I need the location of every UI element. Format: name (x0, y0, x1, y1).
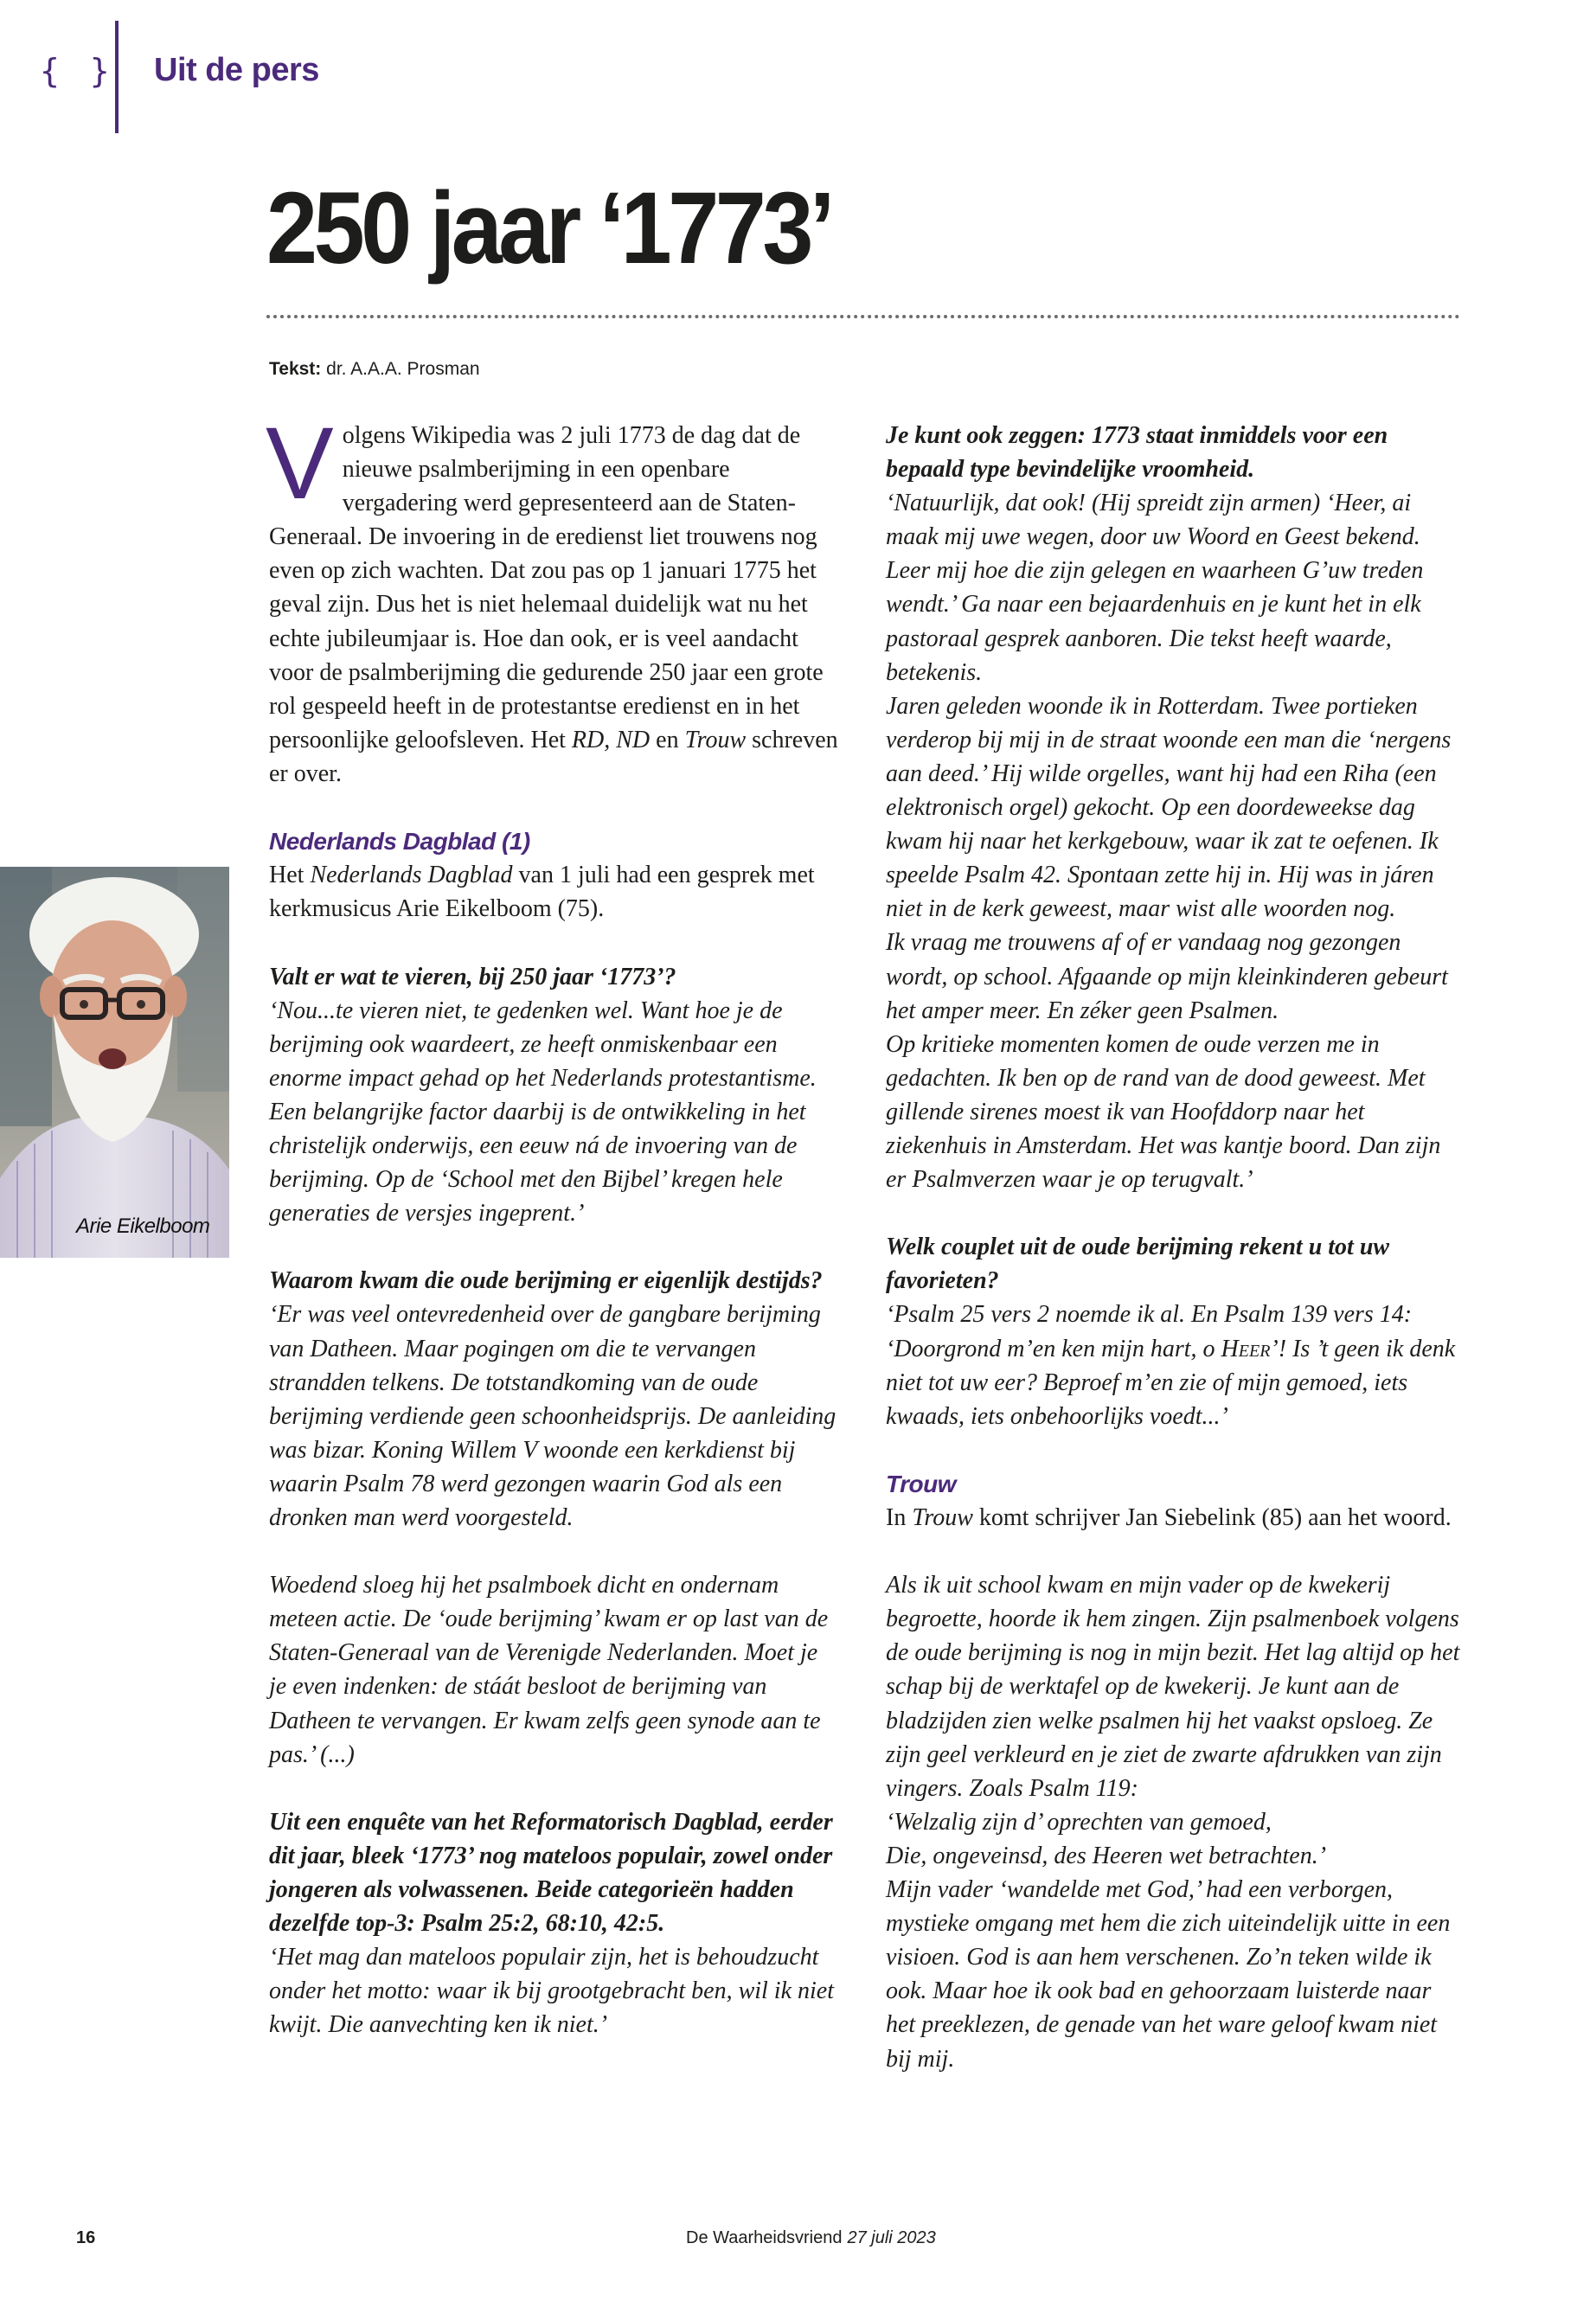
intro-text-3: schreven er over. (269, 726, 838, 787)
byline-label: Tekst: (269, 359, 322, 379)
nd-intro (269, 858, 840, 926)
drop-cap: V (266, 407, 334, 521)
answer-1: ‘Nou...te vieren niet, te gedenken wel. Want hoe je de berijming ook waardeert, ze heeft onmiskenbaar een enorme impact gehad op het Nederlands protestantisme. Een belangrijke factor daarbij is de ontwikkeling in het christelijk onderwijs, een eeuw ná de invoering van de berijming. Op de ‘School met den Bijbel’ kregen hele generaties de versjes ingeprent.’ (269, 997, 817, 1227)
answer-5-text: ‘Psalm 25 vers 2 noemde ik al. En Psalm 139 vers 14: ‘Doorgrond m’en ken mijn hart, o (886, 1301, 1413, 1362)
photo-caption: Arie Eikelboom (76, 1215, 210, 1238)
answer-4-part-4: Op kritieke momenten komen de oude verzen me in gedachten. Ik ben op de rand van de dood geweest. Met gillende sirenes moest ik van Hoofddorp naar het ziekenhuis in Amsterdam. Het was kantje boord. Dan zijn er Psalmverzen waar je op terugvalt.’ (886, 1030, 1441, 1194)
left-column (266, 407, 840, 2042)
nd-intro-text: Het (269, 862, 311, 889)
article-title: 250 jaar ‘1773’ (266, 171, 831, 285)
trouw-intro-text: In (886, 1504, 913, 1531)
answer-3: ‘Het mag dan mateloos populair zijn, het is behoudzucht onder het motto: waar ik bij grootgebracht ben, wil ik niet kwijt. Die aanvechting ken ik niet.’ (269, 1944, 834, 2039)
trouw-paper-name: Trouw (912, 1504, 973, 1531)
heading-nederlands-dagblad: Nederlands Dagblad (1) (269, 828, 530, 856)
siebelink-quote-1: Als ik uit school kwam en mijn vader op de kwekerij begroette, hoorde ik hem zingen. Zijn psalmenboek volgens de oude berijming is nog in mijn bezit. Het lag altijd op het schap bij de werktafel op de kwekerij. Je kunt aan de bladzijden zien welke psalmen hij het vaakst opsloeg. Ze zijn geel verkleurd en je ziet de zwarte afdrukken van zijn vingers. Zoals Psalm 119: (886, 1572, 1460, 1802)
answer-4-part-1: ‘Natuurlijk, dat ook! (Hij spreidt zijn armen) ‘Heer, ai maak mij uwe wegen, door uw Woord en Geest bekend. Leer mij hoe die zijn gelegen en waarheen G’uw treden wendt.’ Ga naar een bejaardenhuis en je kunt het in elk pastoraal gesprek aanboren. Die tekst heeft waarde, betekenis. (886, 490, 1424, 686)
answer-4-part-3: Ik vraag me trouwens af of er vandaag nog gezongen wordt, op school. Afgaande op mijn kleinkinderen gebeurt het amper meer. En zéker geen Psalmen. (886, 929, 1448, 1024)
heading-trouw: Trouw (886, 1470, 956, 1497)
intro-text-2: en (650, 726, 685, 753)
magazine-footer (686, 2228, 936, 2248)
siebelink-quote-2: Mijn vader ‘wandelde met God,’ had een verborgen, mystieke omgang met hem die zich uiteindelijk uitte in een visioen. God is aan hem verschenen. Zo’n teken wilde ik ook. Maar hoe ik ook bad en gehoorzaam luisterde naar het preeklezen, de genade van het ware geloof kwam niet bij mij. (886, 1876, 1451, 2073)
byline (269, 359, 480, 380)
answer-5-text-2: ’! Is ’t geen ik denk niet tot uw eer? Beproef m’en zie of mijn gemoed, iets kwaads, iets onbehoorlijks voedt...’ (886, 1335, 1456, 1430)
portrait-photo (0, 867, 229, 1258)
trouw-intro (886, 1501, 1461, 1535)
issue-date: 27 juli 2023 (847, 2228, 936, 2247)
answer-2: ‘Er was veel ontevredenheid over de gangbare berijming van Datheen. Maar pogingen om die te vervangen strandden telkens. De totstandkoming van de oude berijming verdiende geen schoonheidsprijs. De aanleiding was bizar. Koning Willem V woonde een kerkdienst bij waarin Psalm 78 werd gezongen waarin God als een dronken man werd voorgesteld. (269, 1301, 836, 1531)
question-2: Waarom kwam die oude berijming er eigenlijk destijds? (269, 1267, 823, 1295)
header-divider (115, 21, 119, 133)
question-3: Uit een enquête van het Reformatorisch Dagblad, eerder dit jaar, bleek ‘1773’ nog mateloos populair, zowel onder jongeren als volwassenen. Beide categorieën hadden dezelfde top-3: Psalm 25:2, 68:10, 42:5. (269, 1808, 833, 1938)
intro-rd-nd: RD, ND (571, 726, 651, 753)
right-column (886, 419, 1461, 2076)
nd-paper-name: Nederlands Dagblad (310, 862, 513, 889)
intro-text: olgens Wikipedia was 2 juli 1773 de dag dat de nieuwe psalmberijming in een openbare vergadering werd gepresenteerd aan de Staten-Generaal. De invoering in de eredienst liet trouwens nog even op zich wachten. Dat zou pas op 1 januari 1775 het geval zijn. Dus het is niet helemaal duidelijk wat nu het echte jubileumjaar is. Hoe dan ook, er is veel aandacht voor de psalmberijming die gedurende 250 jaar een grote rol gespeeld heeft in de protestantse eredienst en in het persoonlijke geloofsleven. Het (269, 422, 824, 753)
title-dotted-rule (266, 315, 1460, 318)
magazine-name: De Waarheidsvriend (686, 2228, 843, 2247)
page-number: 16 (76, 2228, 96, 2247)
question-1: Valt er wat te vieren, bij 250 jaar ‘1773’? (269, 963, 676, 990)
question-5: Welk couplet uit de oude berijming rekent u tot uw favorieten? (886, 1234, 1390, 1295)
siebelink-psalm-line-2: Die, ongeveinsd, des Heeren wet betrachten.’ (886, 1842, 1327, 1869)
byline-author: dr. A.A.A. Prosman (326, 359, 480, 379)
intro-paragraph (266, 407, 840, 791)
siebelink-psalm-line-1: ‘Welzalig zijn d’ oprechten van gemoed, (886, 1808, 1272, 1836)
section-brace-icon: { } (40, 52, 115, 90)
section-label: Uit de pers (154, 52, 319, 88)
intro-trouw: Trouw (684, 726, 747, 753)
question-4: Je kunt ook zeggen: 1773 staat inmiddels voor een bepaald type bevindelijke vroomheid. (886, 422, 1388, 484)
answer-2-continued: Woedend sloeg hij het psalmboek dicht en ondernam meteen actie. De ‘oude berijming’ kwam er op last van de Staten-Generaal van de Verenigde Nederlanden. Moet je je even indenken: de stáát besloot de berijming van Datheen te vervangen. Er kwam zelfs geen synode aan te pas.’ (...) (269, 1572, 829, 1768)
nd-intro-text-2: van 1 juli had een gesprek met kerkmusicus Arie Eikelboom (75). (269, 862, 815, 923)
trouw-intro-text-2: komt schrijver Jan Siebelink (85) aan het woord. (972, 1504, 1452, 1531)
portrait-illustration (0, 867, 229, 1258)
answer-5 (886, 1298, 1461, 1433)
answer-4-part-2: Jaren geleden woonde ik in Rotterdam. Twee portieken verderop bij mij in de straat woonde een man die ‘nergens aan deed.’ Hij wilde orgelles, want hij had een Riha (een elektronisch orgel) gekocht. Op een doordeweekse dag kwam hij naar het kerkgebouw, waar ik zat te oefenen. Ik speelde Psalm 42. Spontaan zette hij in. Hij was in járen niet in de kerk geweest, maar wist alle woorden nog. (886, 692, 1452, 923)
answer-5-heer: Heer (1221, 1335, 1271, 1362)
